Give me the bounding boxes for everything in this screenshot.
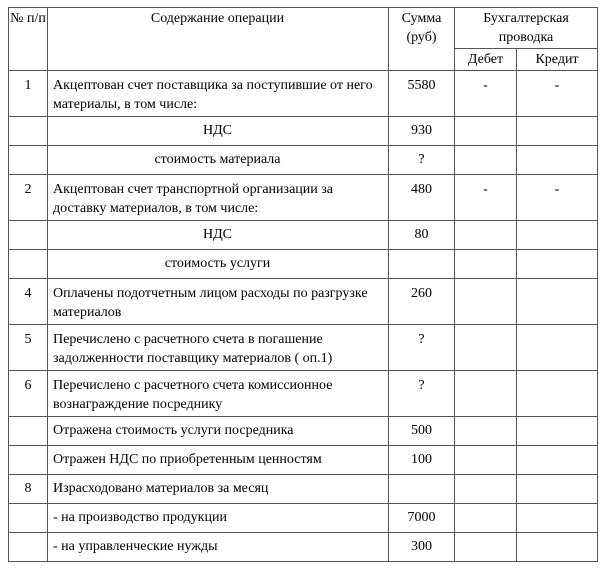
row-num — [9, 146, 48, 175]
operations-table — [8, 7, 598, 562]
table-row — [9, 146, 598, 175]
row-num — [9, 221, 48, 250]
row-num — [9, 250, 48, 279]
table-row — [9, 71, 598, 117]
row-num — [9, 504, 48, 533]
row-desc: стоимость материала — [48, 146, 389, 175]
row-desc: Акцептован счет поставщика за поступившие от него материалы, в том числе: — [48, 71, 389, 117]
row-num: 8 — [9, 475, 48, 504]
row-desc: Отражен НДС по приобретенным ценностям — [48, 446, 389, 475]
table-row — [9, 417, 598, 446]
row-desc: Перечислено с расчетного счета комиссионное вознаграждение посреднику — [48, 371, 389, 417]
table-row — [9, 475, 598, 504]
row-credit — [517, 250, 598, 279]
row-credit — [517, 146, 598, 175]
table-row — [9, 117, 598, 146]
header-entry: Бухгалтерская проводка — [455, 8, 598, 49]
header-sum: Сумма (руб) — [389, 8, 455, 71]
row-num: 1 — [9, 71, 48, 117]
row-credit — [517, 221, 598, 250]
table-row — [9, 533, 598, 562]
row-num: 4 — [9, 279, 48, 325]
row-desc: НДС — [48, 221, 389, 250]
row-debit — [455, 250, 517, 279]
row-sum: 5580 — [389, 71, 455, 117]
header-row — [9, 8, 598, 49]
row-sum: ? — [389, 146, 455, 175]
row-debit — [455, 221, 517, 250]
row-num: 6 — [9, 371, 48, 417]
row-num: 5 — [9, 325, 48, 371]
row-desc: - на производство продукции — [48, 504, 389, 533]
row-desc: Акцептован счет транспортной организации за доставку материалов, в том числе: — [48, 175, 389, 221]
row-num — [9, 117, 48, 146]
row-sum: ? — [389, 371, 455, 417]
row-debit — [455, 325, 517, 371]
row-credit — [517, 533, 598, 562]
row-desc: Отражена стоимость услуги посредника — [48, 417, 389, 446]
row-desc: НДС — [48, 117, 389, 146]
row-sum: 480 — [389, 175, 455, 221]
row-credit — [517, 446, 598, 475]
row-num — [9, 533, 48, 562]
row-debit — [455, 446, 517, 475]
table-row — [9, 221, 598, 250]
table-row — [9, 250, 598, 279]
row-credit — [517, 325, 598, 371]
row-debit — [455, 533, 517, 562]
header-credit: Кредит — [517, 49, 598, 71]
header-desc: Содержание операции — [48, 8, 389, 71]
row-sum: 930 — [389, 117, 455, 146]
row-desc: - на управленческие нужды — [48, 533, 389, 562]
row-desc: стоимость услуги — [48, 250, 389, 279]
row-sum — [389, 250, 455, 279]
row-sum: 500 — [389, 417, 455, 446]
row-sum: 300 — [389, 533, 455, 562]
table-row — [9, 504, 598, 533]
row-sum: 100 — [389, 446, 455, 475]
row-credit — [517, 117, 598, 146]
header-num: № п/п — [9, 8, 48, 71]
row-debit — [455, 146, 517, 175]
row-sum: 80 — [389, 221, 455, 250]
row-sum: ? — [389, 325, 455, 371]
table-row — [9, 371, 598, 417]
row-num — [9, 417, 48, 446]
row-credit — [517, 417, 598, 446]
table-row — [9, 325, 598, 371]
table-row — [9, 279, 598, 325]
row-credit — [517, 279, 598, 325]
row-sum: 7000 — [389, 504, 455, 533]
table-row — [9, 175, 598, 221]
row-credit: - — [517, 71, 598, 117]
table-row — [9, 446, 598, 475]
row-credit — [517, 371, 598, 417]
row-debit — [455, 475, 517, 504]
row-sum — [389, 475, 455, 504]
row-debit — [455, 417, 517, 446]
row-desc: Израсходовано материалов за месяц — [48, 475, 389, 504]
row-credit: - — [517, 175, 598, 221]
row-debit — [455, 371, 517, 417]
row-num — [9, 446, 48, 475]
row-num: 2 — [9, 175, 48, 221]
row-credit — [517, 475, 598, 504]
row-debit: - — [455, 175, 517, 221]
row-debit — [455, 117, 517, 146]
row-debit — [455, 279, 517, 325]
header-debit: Дебет — [455, 49, 517, 71]
row-debit — [455, 504, 517, 533]
row-desc: Оплачены подотчетным лицом расходы по разгрузке материалов — [48, 279, 389, 325]
row-debit: - — [455, 71, 517, 117]
row-sum: 260 — [389, 279, 455, 325]
row-desc: Перечислено с расчетного счета в погашение задолженности поставщику материалов ( оп.1) — [48, 325, 389, 371]
row-credit — [517, 504, 598, 533]
